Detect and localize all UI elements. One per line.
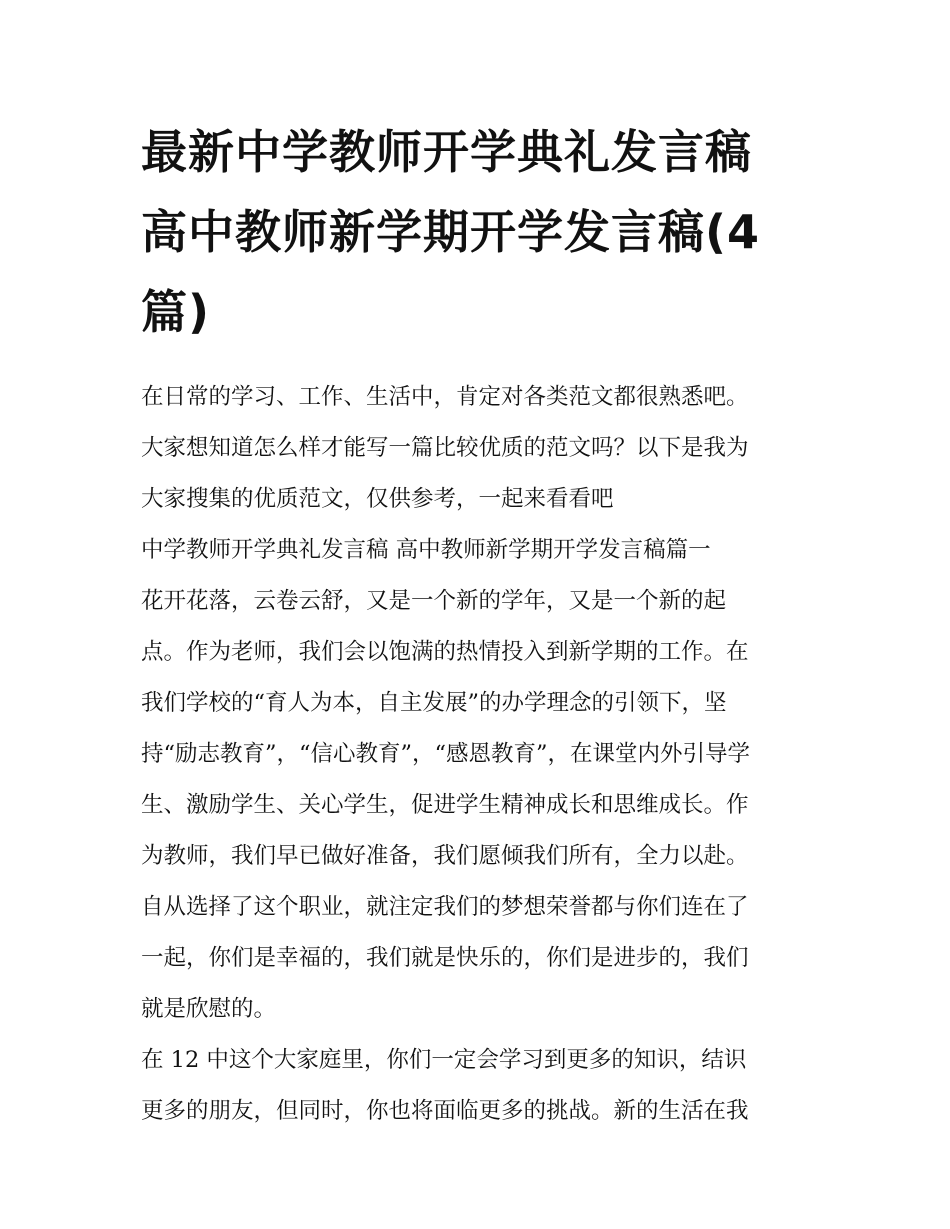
text-line: 自从选择了这个职业，就注定我们的梦想荣誉都与你们连在了	[141, 894, 749, 920]
text-line: 我们学校的“育人为本，自主发展”的办学理念的引领下，坚	[141, 690, 727, 716]
intro-paragraph	[141, 372, 813, 525]
text-line: 生、激励学生、关心学生，促进学生精神成长和思维成长。作	[141, 792, 749, 818]
text-line: 点。作为老师，我们会以饱满的热情投入到新学期的工作。在	[141, 639, 749, 665]
text-line: 大家搜集的优质范文，仅供参考，一起来看看吧	[141, 486, 614, 512]
title-line: 最新中学教师开学典礼发言稿	[141, 125, 752, 179]
text-line: 花开花落，云卷云舒，又是一个新的学年，又是一个新的起	[141, 588, 727, 614]
body-paragraph-1	[141, 576, 813, 1035]
text-line: 持“励志教育”，“信心教育”，“感恩教育”，在课堂内外引导学	[141, 741, 751, 767]
text-line: 在 12 中这个大家庭里，你们一定会学习到更多的知识，结识	[141, 1047, 747, 1073]
text-line: 大家想知道怎么样才能写一篇比较优质的范文吗？以下是我为	[141, 435, 749, 461]
text-line: 为教师，我们早已做好准备，我们愿倾我们所有，全力以赴。	[141, 843, 749, 869]
title-line: 篇)	[141, 285, 211, 339]
text-line: 就是欣慰的。	[141, 996, 277, 1022]
text-line: 更多的朋友，但同时，你也将面临更多的挑战。新的生活在我	[141, 1098, 749, 1124]
section-heading-text: 中学教师开学典礼发言稿 高中教师新学期开学发言稿篇一	[141, 537, 711, 563]
document-body	[141, 372, 813, 1137]
text-line: 一起，你们是幸福的，我们就是快乐的，你们是进步的，我们	[141, 945, 749, 971]
document-title	[141, 112, 813, 352]
text-line: 在日常的学习、工作、生活中，肯定对各类范文都很熟悉吧。	[141, 384, 749, 410]
title-line: 高中教师新学期开学发言稿(4	[141, 205, 761, 259]
section-heading	[141, 525, 813, 576]
document-page	[141, 112, 813, 1137]
body-paragraph-2	[141, 1035, 813, 1137]
